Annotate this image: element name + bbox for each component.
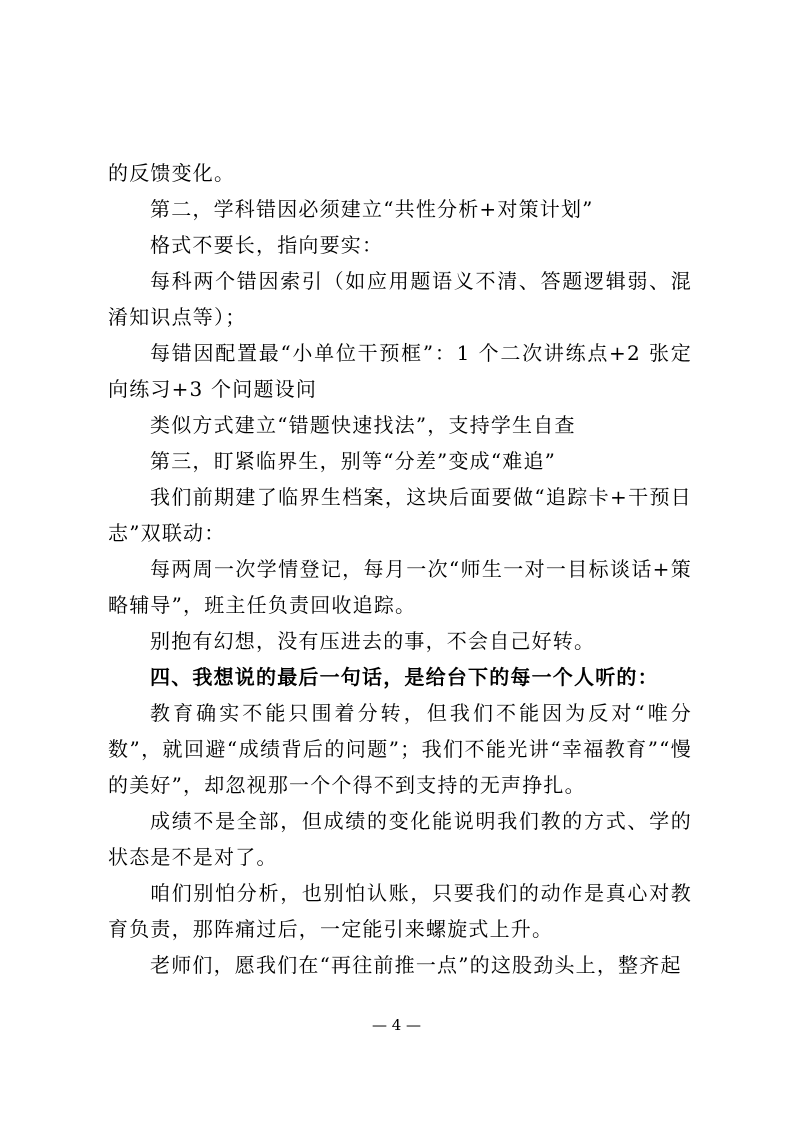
paragraph-7: 第三，盯紧临界生，别等“分差”变成“难追” <box>150 449 557 473</box>
paragraph-4: 每科两个错因索引（如应用题语义不清、答题逻辑弱、混淆知识点等）； <box>108 269 692 329</box>
paragraph-15: 老师们，愿我们在“再往前推一点”的这股劲头上，整齐起 <box>150 953 682 977</box>
paragraph-9: 每两周一次学情登记，每月一次“师生一对一目标谈话+策略辅导”，班主任负责回收追踪。 <box>108 557 692 617</box>
paragraph-14: 咱们别怕分析，也别怕认账，只要我们的动作是真心对教育负责，那阵痛过后，一定能引来螺旋式上升。 <box>108 881 692 941</box>
paragraph-12: 教育确实不能只围着分转，但我们不能因为反对“唯分数”，就回避“成绩背后的问题”；我们不能光讲“幸福教育”“慢的美好”，却忽视那一个个得不到支持的无声挣扎。 <box>108 701 692 797</box>
paragraph-1: 的反馈变化。 <box>108 161 236 185</box>
paragraph-2: 第二，学科错因必须建立“共性分析+对策计划” <box>150 197 594 221</box>
paragraph-13: 成绩不是全部，但成绩的变化能说明我们教的方式、学的状态是不是对了。 <box>108 809 692 869</box>
document-body <box>108 155 692 983</box>
paragraph-10: 别抱有幻想，没有压进去的事，不会自己好转。 <box>150 629 596 653</box>
paragraph-6: 类似方式建立“错题快速找法”，支持学生自查 <box>150 413 576 437</box>
page-number: — 4 — <box>371 1016 422 1034</box>
section-heading: 四、我想说的最后一句话，是给台下的每一个人听的： <box>150 665 659 689</box>
paragraph-5: 每错因配置最“小单位干预框”：1 个二次讲练点+2 张定向练习+3 个问题设问 <box>108 341 692 401</box>
paragraph-3: 格式不要长，指向要实： <box>150 233 384 257</box>
paragraph-8: 我们前期建了临界生档案，这块后面要做“追踪卡+干预日志”双联动： <box>108 485 692 545</box>
